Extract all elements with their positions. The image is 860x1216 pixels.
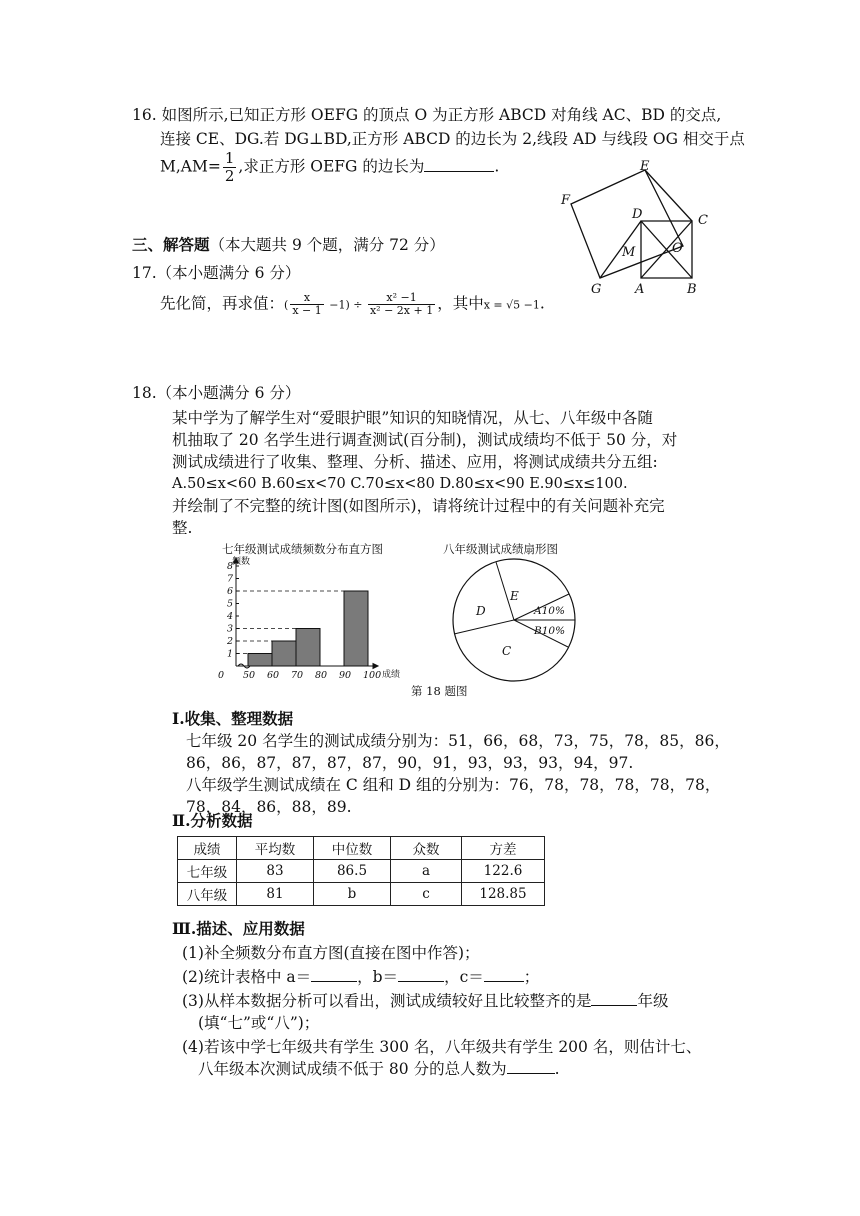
q16-question: ,求正方形 OEFG 的边长为	[238, 157, 425, 176]
table-cell: b	[314, 883, 391, 906]
histogram-y-tick-label: 2	[227, 636, 234, 647]
table-header: 平均数	[237, 837, 314, 860]
histogram-x-tick-label: 100	[363, 670, 382, 681]
histogram-bar[interactable]	[272, 641, 296, 666]
q17-header: 17.（本小题满分 6 分）	[132, 264, 301, 282]
q17-fraction-2: $\frac{\text{x² −1}}{\text{x² − 2x + 1}}$	[369, 291, 434, 317]
table-cell: 81	[237, 883, 314, 906]
histogram-y-tick-label: 6	[227, 586, 234, 597]
label-f: F	[561, 193, 571, 208]
histogram-x-tick-label: 60	[267, 670, 280, 681]
histogram-bar[interactable]	[344, 591, 368, 666]
histogram-y-tick-label: 7	[227, 573, 234, 585]
item-1: (1)补全频数分布直方图(直接在图中作答)；	[182, 944, 480, 962]
histogram-x-tick-label: 0	[218, 670, 225, 681]
table-header-row	[178, 837, 545, 860]
histogram-y-tick-label: 8	[227, 561, 234, 572]
label-c: C	[698, 213, 708, 228]
sec1-line-4: 78，84，86，88，89.	[186, 798, 352, 816]
histogram-chart[interactable]	[210, 552, 415, 682]
table-cell: c	[391, 883, 462, 906]
pie-label-e: E	[510, 589, 519, 603]
table-cell: 七年级	[178, 860, 237, 883]
pie-title: 八年级测试成绩扇形图	[443, 542, 558, 556]
figure-caption: 第 18 题图	[411, 684, 468, 698]
sec1-line-2: 86，86，87，87，87，87，90，91，93，93，93，94，97.	[186, 754, 634, 772]
table-header: 中位数	[314, 837, 391, 860]
label-g: G	[591, 282, 602, 297]
histogram-x-arrow	[373, 664, 378, 669]
pie-chart[interactable]	[450, 556, 580, 684]
q18-para-6: 整.	[172, 519, 193, 537]
table-cell: 122.6	[462, 860, 545, 883]
sec1-line-3: 八年级学生测试成绩在 C 组和 D 组的分别为：76，78，78，78，78，78，	[186, 776, 721, 794]
item-4-line2: 八年级本次测试成绩不低于 80 分的总人数为 .	[198, 1060, 560, 1078]
pie-edge-c-d	[454, 620, 514, 634]
item-3: (3)从样本数据分析可以看出，测试成绩较好且比较整齐的是 年级	[182, 992, 669, 1010]
answer-blank-a[interactable]	[311, 967, 357, 982]
item-3-hint: (填“七”或“八”)；	[198, 1014, 320, 1032]
q18-para-2: 机抽取了 20 名学生进行调查测试(百分制)，测试成绩均不低于 50 分，对	[172, 431, 678, 449]
label-o: O	[672, 241, 683, 256]
label-m: M	[622, 245, 636, 260]
sec1-line-1: 七年级 20 名学生的测试成绩分别为：51，66，68，73，75，78，85，86，	[186, 732, 730, 750]
histogram-x-tick-label: 80	[315, 670, 328, 681]
pie-label-b: B10%	[534, 625, 566, 637]
answer-blank-total[interactable]	[507, 1059, 555, 1074]
answer-blank-grade[interactable]	[591, 991, 637, 1006]
table-header: 成绩	[178, 837, 237, 860]
table-cell: 八年级	[178, 883, 237, 906]
label-d: D	[632, 207, 643, 222]
section3-heading: 三、解答题（本大题共 9 个题，满分 72 分）	[132, 235, 445, 254]
q18-para-3: 测试成绩进行了收集、整理、分析、描述、应用，将测试成绩共分五组:	[172, 453, 658, 471]
q17-expression: 先化简，再求值：( $\frac{x}{x - 1}$ −1) ÷ $\frac{\text{x² −1}}{\text{x² − 2x + 1}}$ ，其中x = √5 −1.	[160, 291, 545, 317]
q18-para-1: 某中学为了解学生对“爱眼护眼”知识的知晓情况，从七、八年级中各随	[172, 409, 653, 427]
table-row	[178, 860, 545, 883]
stats-table	[177, 836, 545, 906]
table-cell: 128.85	[462, 883, 545, 906]
q18-header: 18.（本小题满分 6 分）	[132, 384, 301, 402]
histogram-title: 七年级测试成绩频数分布直方图	[222, 542, 383, 556]
table-row	[178, 883, 545, 906]
answer-blank-b[interactable]	[398, 967, 444, 982]
sec3-title: Ⅲ.描述、应用数据	[172, 919, 305, 938]
histogram-y-tick-label: 4	[227, 611, 234, 622]
histogram-y-tick-label: 5	[227, 598, 234, 610]
q16-line1: 16. 如图所示,已知正方形 OEFG 的顶点 O 为正方形 ABCD 对角线 AC、BD 的交点,	[132, 106, 722, 124]
histogram-y-tick-label: 3	[227, 623, 234, 635]
histogram-y-label: 频数	[232, 557, 251, 567]
label-a: A	[635, 282, 645, 297]
pie-label-c: C	[502, 644, 512, 658]
item-2: (2)统计表格中 a＝ ，b＝ ，c＝ ；	[182, 968, 540, 986]
table-cell: 86.5	[314, 860, 391, 883]
q16-fraction: $\frac{1}{2}$	[224, 149, 235, 185]
table-cell: 83	[237, 860, 314, 883]
pie-label-d: D	[476, 604, 486, 618]
table-header: 方差	[462, 837, 545, 860]
pie-label-a: A10%	[534, 605, 565, 617]
q17-x-value: x = √5 −1	[483, 298, 540, 312]
q17-fraction-1: $\frac{x}{x - 1}$	[292, 291, 322, 317]
q18-para-5: 并绘制了不完整的统计图(如图所示)，请将统计过程中的有关问题补充完	[172, 497, 665, 515]
square-oefg	[571, 170, 683, 278]
sec2-title: Ⅱ.分析数据	[172, 811, 253, 830]
q16-answer-blank[interactable]	[424, 157, 494, 172]
q16-line2: 连接 CE、DG.若 DG⊥BD,正方形 ABCD 的边长为 2,线段 AD 与线段 OG 相交于点	[160, 130, 745, 148]
sec1-title: Ⅰ.收集、整理数据	[172, 709, 294, 728]
histogram-bar[interactable]	[248, 654, 272, 667]
histogram-x-tick-label: 70	[291, 670, 304, 681]
q16-line3: M,AM= $\frac{1}{2}$ ,求正方形 OEFG 的边长为 .	[160, 149, 500, 185]
histogram-x-tick-label: 90	[339, 670, 352, 681]
table-cell: a	[391, 860, 462, 883]
histogram-bar[interactable]	[296, 629, 320, 667]
label-e: E	[640, 159, 650, 174]
answer-blank-c[interactable]	[484, 967, 524, 982]
q18-para-4: A.50≤x<60 B.60≤x<70 C.70≤x<80 D.80≤x<90 E.90≤x≤100.	[172, 476, 628, 492]
histogram-x-label: 成绩	[382, 670, 401, 680]
q16-am-label: M,AM=	[160, 157, 221, 176]
histogram-y-tick-label: 1	[227, 648, 234, 660]
item-4-line1: (4)若该中学七年级共有学生 300 名，八年级共有学生 200 名，则估计七、	[182, 1038, 702, 1056]
histogram-x-tick-label: 50	[243, 670, 256, 681]
q16-geometry-figure	[555, 158, 730, 298]
label-b: B	[687, 282, 697, 297]
table-header: 众数	[391, 837, 462, 860]
